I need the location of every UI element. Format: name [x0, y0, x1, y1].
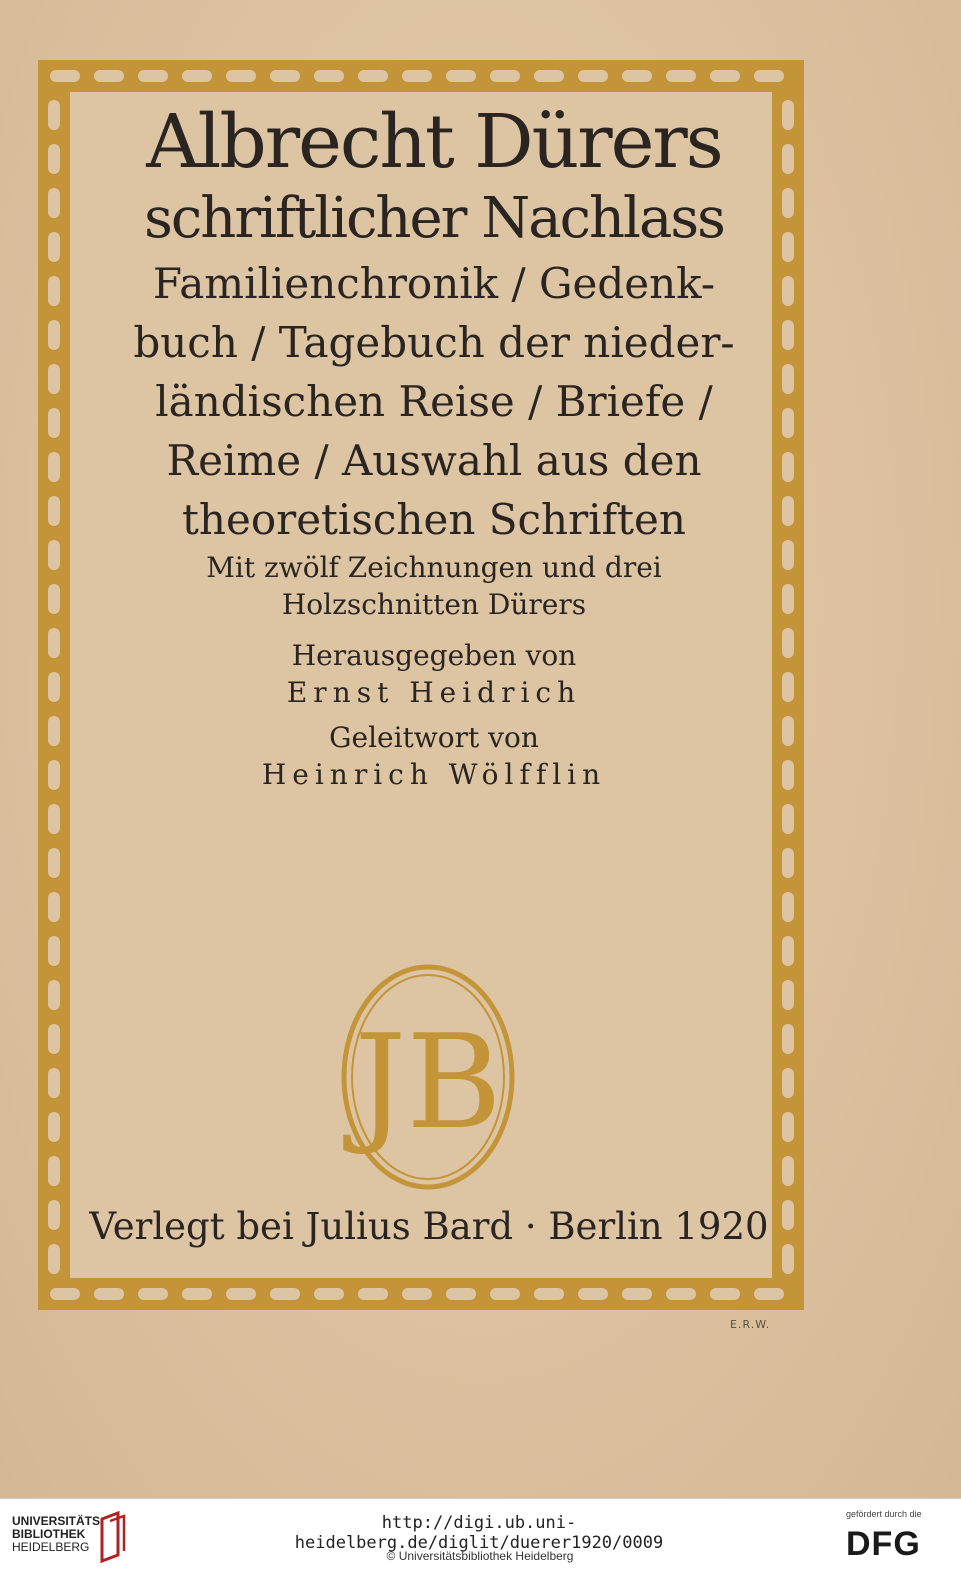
border-link [710, 70, 740, 82]
border-link [50, 70, 80, 82]
border-link [754, 70, 784, 82]
border-link [402, 70, 432, 82]
title-line-2: schriftlicher Nachlass [144, 186, 724, 251]
border-link [782, 848, 794, 878]
border-link [94, 1288, 124, 1300]
border-link [48, 1244, 60, 1274]
library-mark-icon [98, 1511, 128, 1563]
copyright-notice: © Universitätsbibliothek Heidelberg [386, 1549, 574, 1563]
title-text-block [84, 100, 784, 793]
border-link [48, 1112, 60, 1142]
border-link [314, 70, 344, 82]
border-link [48, 936, 60, 966]
border-link [48, 804, 60, 834]
library-logo-line-2: BIBLIOTHEK [12, 1527, 86, 1541]
foreword-label: Geleitwort von [329, 721, 539, 754]
border-link [48, 276, 60, 306]
border-link [48, 452, 60, 482]
border-link [48, 892, 60, 922]
border-link [48, 496, 60, 526]
border-link [48, 716, 60, 746]
monogram-letters: JB [354, 1006, 502, 1158]
border-link [782, 804, 794, 834]
border-link [622, 70, 652, 82]
library-logo[interactable] [12, 1515, 104, 1554]
border-link [358, 1288, 388, 1300]
title-line-1: Albrecht Dürers [146, 99, 722, 185]
border-link [270, 1288, 300, 1300]
border-link [490, 1288, 520, 1300]
border-link [226, 70, 256, 82]
illustrations-line-2: Holzschnitten Dürers [281, 588, 587, 621]
border-link [782, 1156, 794, 1186]
border-link [534, 70, 564, 82]
border-link [48, 144, 60, 174]
border-link [48, 100, 60, 130]
library-logo-line-3: HEIDELBERG [12, 1540, 90, 1554]
border-link [48, 1068, 60, 1098]
border-link [754, 1288, 784, 1300]
border-link [226, 1288, 256, 1300]
permalink-url[interactable]: http://digi.ub.uni-heidelberg.de/diglit/duerer1920/0009 [294, 1513, 664, 1553]
border-link [782, 892, 794, 922]
border-link [48, 1156, 60, 1186]
border-link [48, 364, 60, 394]
border-link [138, 70, 168, 82]
border-link [666, 1288, 696, 1300]
border-link [48, 320, 60, 350]
border-link [622, 1288, 652, 1300]
subtitle-line-2: buch / Tagebuch der nieder- [133, 318, 735, 367]
subtitle-line-1: Familienchronik / Gedenk- [152, 259, 716, 308]
border-link [138, 1288, 168, 1300]
border-link [48, 980, 60, 1010]
border-link [48, 232, 60, 262]
border-link [270, 70, 300, 82]
border-link [402, 1288, 432, 1300]
border-link [182, 1288, 212, 1300]
border-link [782, 936, 794, 966]
border-link [578, 1288, 608, 1300]
border-link [48, 584, 60, 614]
border-link [782, 1112, 794, 1142]
border-link [782, 1244, 794, 1274]
border-link [50, 1288, 80, 1300]
border-link [48, 848, 60, 878]
dfg-logo[interactable]: DFG [846, 1525, 921, 1563]
library-logo-line-1: UNIVERSITÄTS- [12, 1514, 105, 1528]
foreword-author: Heinrich Wölfflin [261, 758, 607, 791]
border-link [782, 1024, 794, 1054]
border-link [48, 760, 60, 790]
footer-bar [0, 1498, 961, 1580]
border-link [48, 628, 60, 658]
illustrations-line-1: Mit zwölf Zeichnungen und drei [206, 551, 662, 584]
border-link [48, 188, 60, 218]
border-link [578, 70, 608, 82]
border-link [48, 408, 60, 438]
border-link [314, 1288, 344, 1300]
border-link [666, 70, 696, 82]
border-link [94, 70, 124, 82]
border-link [182, 70, 212, 82]
border-link [446, 1288, 476, 1300]
border-link [358, 70, 388, 82]
border-link [782, 1200, 794, 1230]
artist-signature: E.R.W. [730, 1318, 771, 1331]
subtitle-line-4: Reime / Auswahl aus den [166, 436, 702, 485]
editor-name: Ernst Heidrich [286, 676, 582, 709]
border-link [782, 980, 794, 1010]
border-link [48, 540, 60, 570]
publisher-line: Verlegt bei Julius Bard · Berlin 1920 [89, 1205, 769, 1248]
editor-label: Herausgegeben von [291, 639, 577, 672]
publisher-monogram-emblem [338, 962, 518, 1192]
border-link [782, 1068, 794, 1098]
border-link [48, 672, 60, 702]
border-link [490, 70, 520, 82]
subtitle-line-5: theoretischen Schriften [182, 495, 686, 544]
funding-note: gefördert durch die [846, 1509, 922, 1519]
border-link [446, 70, 476, 82]
subtitle-line-3: ländischen Reise / Briefe / [155, 377, 713, 426]
border-link [48, 1200, 60, 1230]
border-link [534, 1288, 564, 1300]
border-link [710, 1288, 740, 1300]
border-link [48, 1024, 60, 1054]
